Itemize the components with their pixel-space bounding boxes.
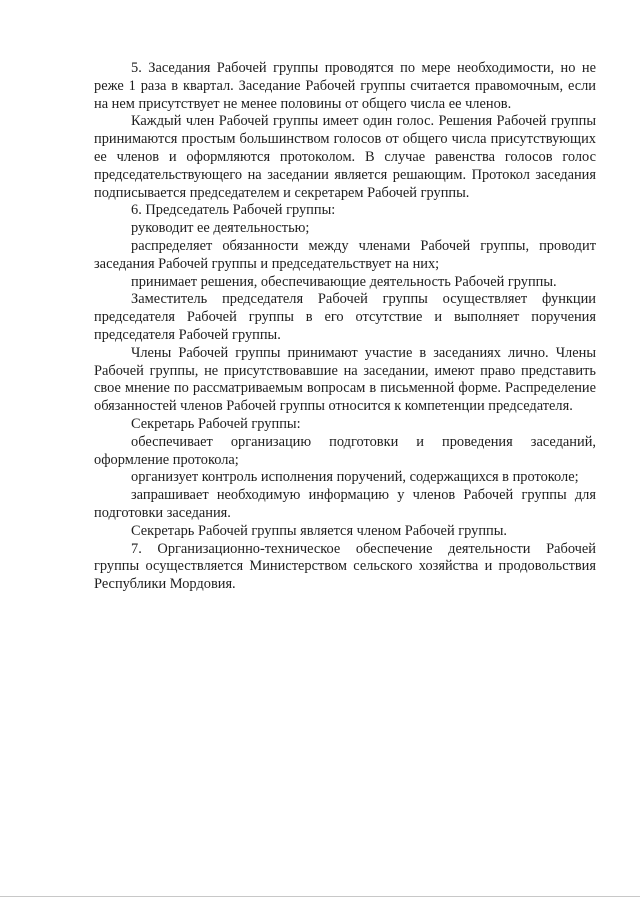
paragraph-secretary-duty-1: обеспечивает организацию подготовки и проведения заседаний, оформление протокола; bbox=[94, 433, 596, 468]
paragraph-deputy-chairman: Заместитель председателя Рабочей группы осуществляет функции председателя Рабочей группы в его отсутствие и выполняет поручения председателя Рабочей группы. bbox=[94, 291, 596, 343]
paragraph-secretary-membership: Секретарь Рабочей группы является членом Рабочей группы. bbox=[131, 522, 508, 539]
paragraph-chairman-heading: 6. Председатель Рабочей группы: bbox=[131, 202, 336, 219]
paragraph-secretary-heading: Секретарь Рабочей группы: bbox=[131, 415, 301, 432]
document-body bbox=[94, 60, 596, 594]
paragraph-secretary-duty-3: запрашивает необходимую информацию у членов Рабочей группы для подготовки заседания. bbox=[94, 487, 596, 521]
bottom-edge-divider bbox=[0, 896, 640, 897]
paragraph-technical-support: 7. Организационно-техническое обеспечение деятельности Рабочей группы осуществляется Министерством сельского хозяйства и продовольствия Республики Мордовия. bbox=[94, 540, 596, 593]
paragraph-voting: Каждый член Рабочей группы имеет один голос. Решения Рабочей группы принимаются простым большинством голосов от общего числа присутствующих ее членов и оформляются протоколом. В случае равенства голосов голос председательствующего на заседании является решающим. Протокол заседания подписывается председателем и секретарем Рабочей группы. bbox=[94, 113, 596, 201]
paragraph-members: Члены Рабочей группы принимают участие в заседаниях лично. Члены Рабочей группы, не присутствовавшие на заседании, имеют право представить свое мнение по рассматриваемым вопросам в письменной форме. Распределение обязанностей членов Рабочей группы относится к компетенции председателя. bbox=[94, 344, 596, 415]
paragraph-chairman-duty-2: распределяет обязанности между членами Рабочей группы, проводит заседания Рабочей группы и председательствует на них; bbox=[94, 237, 596, 272]
paragraph-chairman-duty-3: принимает решения, обеспечивающие деятельность Рабочей группы. bbox=[131, 273, 557, 290]
paragraph-meetings: 5. Заседания Рабочей группы проводятся по мере необходимости, но не реже 1 раза в квартал. Заседание Рабочей группы считается правомочным, если на нем присутствует не менее половины от общего числа ее членов. bbox=[94, 60, 596, 112]
paragraph-chairman-duty-1: руководит ее деятельностью; bbox=[131, 220, 310, 237]
paragraph-secretary-duty-2: организует контроль исполнения поручений, содержащихся в протоколе; bbox=[131, 469, 579, 486]
